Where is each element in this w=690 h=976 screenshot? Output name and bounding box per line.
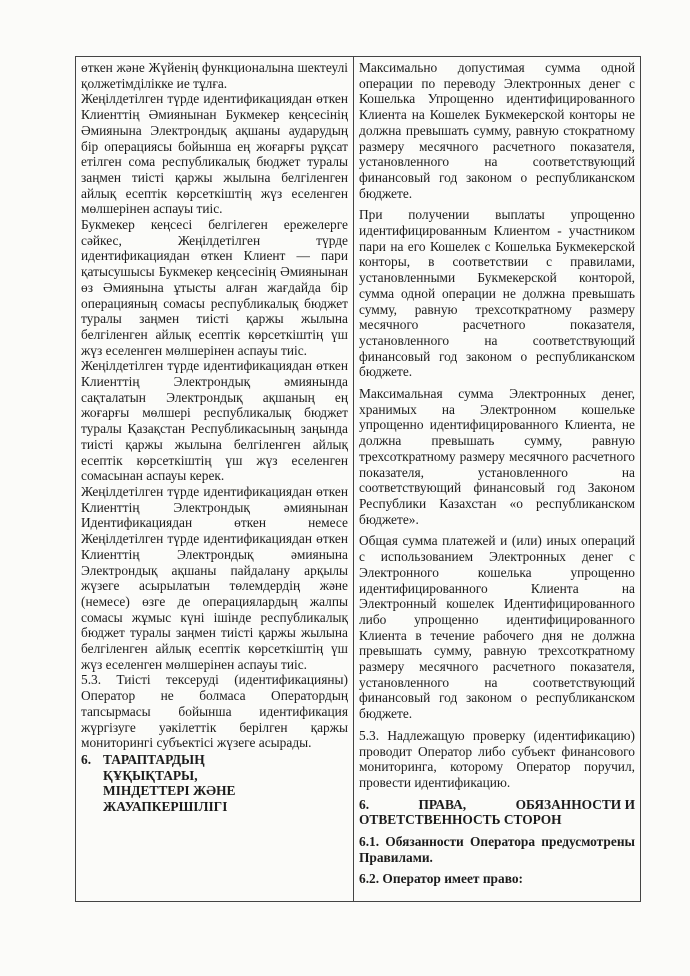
ru-heading-word: ОБЯЗАННОСТИ И (515, 796, 635, 812)
kz-paragraph: Жеңілдетілген түрде идентификациядан өткен Клиенттің Электрондық әмиянында сақталатын Электрондық ақшаның ең жоғарғы мөлшері республикалық бюджет туралы Қазақстан Республикасының заңында тиісті қаржы жылына белгіленген айлық есептік көрсеткіштің үш жүз еселенген сомасынан аспауы керек. (81, 358, 348, 484)
ru-heading-number: 6. (359, 796, 370, 812)
ru-paragraph: Общая сумма платежей и (или) иных операций с использованием Электронных денег с Электронного кошелька упрощенно идентифицированного Клиента на Электронный кошелек Идентифицированного либо упрощенно идентифицированного Клиента в течение рабочего дня не должна превышать сумму, равную трехсоткратному размеру месячного расчетного показателя, установленного на соответствующий финансовый год законом о республиканском бюджете. (359, 533, 635, 722)
ru-paragraph-5-3: 5.3. Надлежащую проверку (идентификацию) проводит Оператор либо субъект финансового мониторинга, которому Оператор поручил, провести идентификацию. (359, 727, 635, 790)
kz-paragraph: Жеңілдетілген түрде идентификациядан өткен Клиенттің Әмиянынан Букмекер кеңсесінің Әмиянына Электрондық ақшаны аударудың бір операциясы бойынша ең жоғарғы рұқсат етілген сома республикалық бюджет туралы заңмен тиісті қаржы жылына белгіленген айлық есептік көрсеткіштің жүз еселенген мөлшерінен аспауы тиіс. (81, 91, 348, 217)
ru-paragraph: Максимально допустимая сумма одной операции по переводу Электронных денег с Кошелька Упрощенно идентифицированного Клиента на Кошелек Букмекерской конторы не должна превышать сумму, равную стократному размеру месячного расчетного показателя, установленного на соответствующий финансовый год законом о республиканском бюджете. (359, 60, 635, 201)
ru-clause-6-1: 6.1. Обязанности Оператора предусмотрены Правилами. (359, 834, 635, 865)
ru-paragraph: Максимальная сумма Электронных денег, хранимых на Электронном кошельке упрощенно идентифицированного Клиента, не должна превышать сумму, равную трехсоткратному размеру месячного расчетного показателя, установленного на соответствующий финансовый год Законом Республики Казахстан «о республиканском бюджете». (359, 386, 635, 527)
kz-heading-line: МІНДЕТТЕРІ ЖӘНЕ (103, 783, 236, 799)
kz-heading-line: ҚҰҚЫҚТАРЫ, (103, 767, 198, 783)
russian-column (354, 57, 640, 901)
kz-section-6-heading (81, 752, 348, 815)
kz-paragraph: Букмекер кеңсесі белгілеген ережелерге сәйкес, Жеңілдетілген түрде идентификациядан өткен Клиент — пари қатысушысы Букмекер кеңсесінің Әмиянынан өз Әмиянына ұтысты алған жағдайда бір операцияның сомасы республикалық бюджет туралы заңмен тиісті қаржы жылына белгіленген айлық есептік көрсеткіштің үш жүз еселенген мөлшерінен аспауы тиіс. (81, 217, 348, 358)
kazakh-column (76, 57, 354, 901)
kz-heading-line: ЖАУАПКЕРШІЛІГІ (103, 799, 228, 815)
kz-paragraph-5-3: 5.3. Тиісті тексеруді (идентификацияны) Оператор не болмаса Оператордың тапсырмасы бойынша идентификация жүргізуге уәкілеттік берілген қаржы мониторингі субъектісі жүзеге асырады. (81, 672, 348, 751)
kz-heading-number: 6. (81, 751, 92, 767)
kz-paragraph: өткен және Жүйенің функционалына шектеулі қолжетімділікке ие тұлға. (81, 60, 348, 91)
ru-heading-line2: ОТВЕТСТВЕННОСТЬ СТОРОН (359, 812, 562, 828)
ru-clause-6-2: 6.2. Оператор имеет право: (359, 871, 523, 887)
ru-section-6-heading (359, 797, 635, 828)
bilingual-table (75, 56, 641, 902)
kz-paragraph: Жеңілдетілген түрде идентификациядан өткен Клиенттің Электрондық әмиянынан Идентификациядан өткен немесе Жеңілдетілген түрде идентификациядан өткен Клиенттің Электрондық әмиянына Электрондық ақшаны пайдалану арқылы жүзеге асырылатын төлемдердің және (немесе) өзге де операциялардың жалпы сомасы жұмыс күні ішінде республикалық бюджет туралы заңмен тиісті қаржы жылына белгіленген айлық есептік көрсеткіштің үш жүз еселенген мөлшерінен аспауы тиіс. (81, 483, 348, 672)
kz-heading-line: ТАРАПТАРДЫҢ (103, 751, 205, 767)
ru-heading-word: ПРАВА, (418, 796, 467, 812)
ru-paragraph: При получении выплаты упрощенно идентифицированным Клиентом - участником пари на его Кошелек с Кошелька Букмекерской конторы, в соответствии с правилами, установленными Букмекерской конторой, сумма одной операции не должна превышать сумму, равную трехсоткратному размеру месячного расчетного показателя, установленного на соответствующий финансовый год законом о республиканском бюджете. (359, 207, 635, 380)
